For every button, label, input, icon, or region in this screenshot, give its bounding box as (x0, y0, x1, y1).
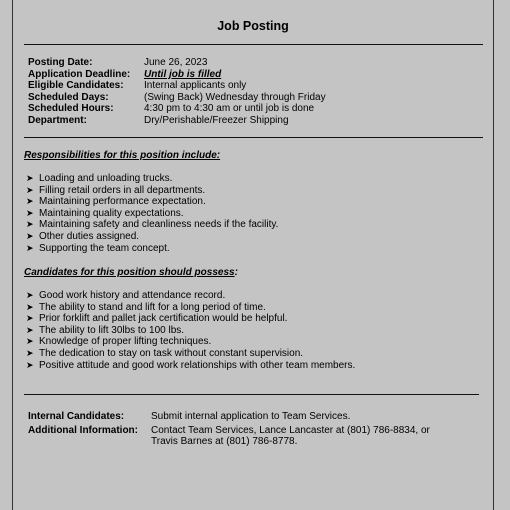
arrow-bullet-icon: ➤ (26, 324, 34, 335)
detail-label: Department: (28, 114, 87, 126)
arrow-bullet-icon: ➤ (26, 336, 34, 347)
list-item: ➤ Maintaining quality expectations. (26, 207, 184, 219)
detail-row (28, 103, 326, 115)
detail-value: Internal applicants only (144, 80, 247, 92)
detail-row (28, 69, 326, 81)
qualifications-heading: Candidates for this position should possess: (24, 267, 238, 278)
list-item: ➤ The dedication to stay on task without constant supervision. (26, 347, 304, 359)
page-title: Job Posting (217, 19, 289, 33)
arrow-bullet-icon: ➤ (26, 230, 34, 241)
detail-row (28, 57, 326, 69)
detail-row (28, 92, 326, 104)
internal-candidates-label: Internal Candidates: (28, 411, 125, 422)
additional-info-value (151, 425, 430, 450)
contact-row (28, 425, 430, 450)
qualifications-list (26, 290, 355, 371)
arrow-bullet-icon: ➤ (26, 313, 34, 324)
arrow-bullet-icon: ➤ (26, 173, 34, 183)
arrow-bullet-icon: ➤ (26, 207, 34, 218)
additional-info-line: Travis Barnes at (801) 786-8778. (151, 436, 298, 448)
document-page (12, 0, 494, 510)
contact-section (28, 411, 430, 450)
list-item: ➤ The ability to lift 30lbs to 100 lbs. (26, 324, 185, 336)
divider-bottom (24, 394, 479, 395)
arrow-bullet-icon: ➤ (26, 219, 34, 230)
additional-info-label: Additional Information: (28, 424, 138, 436)
arrow-bullet-icon: ➤ (26, 359, 34, 370)
list-item: ➤ Prior forklift and pallet jack certification would be helpful. (26, 313, 288, 325)
list-item: ➤ Supporting the team concept. (26, 242, 170, 254)
detail-label: Scheduled Hours: (28, 103, 114, 115)
detail-label: Posting Date: (28, 57, 93, 68)
posting-details (28, 57, 326, 127)
contact-row (28, 411, 430, 425)
detail-row (28, 115, 326, 127)
list-item: ➤ Maintaining safety and cleanliness needs if the facility. (26, 219, 279, 231)
responsibilities-list (26, 173, 278, 254)
list-item: ➤ Good work history and attendance record. (26, 290, 226, 301)
detail-value: June 26, 2023 (144, 57, 208, 68)
arrow-bullet-icon: ➤ (26, 290, 34, 300)
arrow-bullet-icon: ➤ (26, 184, 34, 195)
list-item: ➤ Maintaining performance expectation. (26, 196, 206, 208)
list-item: ➤ Loading and unloading trucks. (26, 173, 173, 184)
detail-label: Application Deadline: (28, 68, 131, 80)
arrow-bullet-icon: ➤ (26, 196, 34, 207)
arrow-bullet-icon: ➤ (26, 301, 34, 312)
list-item: ➤ The ability to stand and lift for a long period of time. (26, 301, 266, 313)
detail-value: Dry/Perishable/Freezer Shipping (144, 114, 289, 126)
divider-top (24, 44, 483, 45)
additional-info-line: Contact Team Services, Lance Lancaster at (801) 786-8834, or (151, 424, 430, 436)
detail-label: Scheduled Days: (28, 91, 109, 103)
detail-value: (Swing Back) Wednesday through Friday (144, 91, 326, 103)
responsibilities-heading: Responsibilities for this position include: (24, 150, 221, 161)
list-item: ➤ Knowledge of proper lifting techniques. (26, 336, 212, 348)
arrow-bullet-icon: ➤ (26, 242, 34, 253)
internal-candidates-value: Submit internal application to Team Services. (151, 411, 351, 422)
detail-value-deadline: Until job is filled (144, 68, 222, 80)
divider-middle (24, 137, 483, 138)
detail-row (28, 80, 326, 92)
list-item: ➤ Other duties assigned. (26, 230, 140, 242)
list-item: ➤ Positive attitude and good work relationships with other team members. (26, 359, 356, 371)
detail-label: Eligible Candidates: (28, 80, 124, 92)
list-item: ➤ Filling retail orders in all departments. (26, 184, 206, 196)
arrow-bullet-icon: ➤ (26, 347, 34, 358)
detail-value: 4:30 pm to 4:30 am or until job is done (144, 103, 315, 115)
